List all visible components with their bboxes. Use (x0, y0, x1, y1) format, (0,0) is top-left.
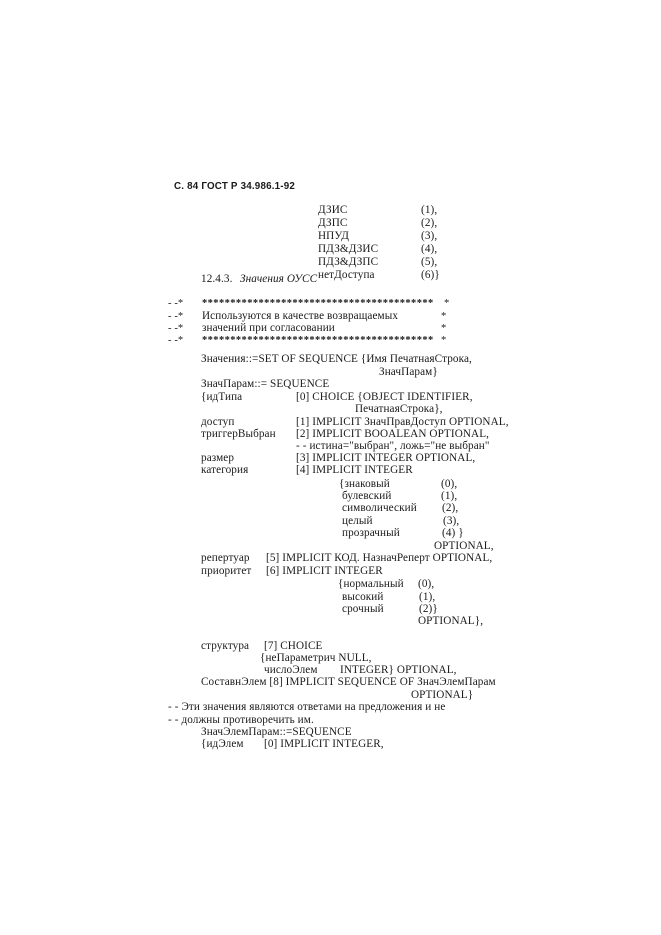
field-name: {идТипа (201, 391, 243, 403)
list-item-name: ДЗИС (318, 204, 348, 216)
list-item-name: символический (342, 502, 417, 514)
list-item-name: НПУД (318, 230, 349, 242)
field-definition: [7] CHOICE (264, 640, 323, 652)
field-name: размер (201, 452, 235, 464)
field-definition: [2] IMPLICIT BOOALEAN OPTIONAL, (296, 428, 490, 440)
code-line: СоставнЭлем [8] IMPLICIT SEQUENCE OF ЗначЭлемПарам (201, 676, 496, 688)
comment-marker: - -* (168, 323, 184, 334)
code-comment: - - должны противоречить им. (168, 714, 314, 726)
list-item-name: {нормальный (338, 578, 404, 590)
list-item-name: нетДоступа (318, 269, 375, 281)
list-item-number: (4) } (442, 527, 464, 539)
field-definition: [5] IMPLICIT КОД. НазначРеперт OPTIONAL, (266, 552, 493, 564)
list-item-number: (1), (441, 490, 458, 502)
list-item-number: (3), (421, 230, 438, 242)
field-name: категория (201, 464, 249, 476)
list-item-name: высокий (342, 591, 384, 603)
comment-marker: - -* (168, 335, 184, 346)
list-item-number: (1), (421, 204, 438, 216)
code-line: OPTIONAL} (411, 689, 474, 701)
comment-text: значений при согласовании (202, 322, 335, 334)
list-item-number: (4), (421, 243, 438, 255)
list-item-name: ДЗПС (318, 217, 348, 229)
code-comment: - - Эти значения являются ответами на предложения и не (168, 701, 446, 713)
field-definition: [3] IMPLICIT INTEGER OPTIONAL, (296, 452, 476, 464)
list-item-name: срочный (342, 603, 384, 615)
field-name: триггерВыбран (201, 428, 276, 440)
code-line: ЗначЭлемПарам::=SEQUENCE (201, 726, 352, 738)
code-line: OPTIONAL}, (418, 615, 484, 627)
list-item-name: {знаковый (339, 478, 390, 490)
field-definition: [0] IMPLICIT INTEGER, (264, 738, 384, 750)
list-item-number: (2), (421, 217, 438, 229)
field-definition: [4] IMPLICIT INTEGER (296, 464, 413, 476)
comment-marker: * (441, 323, 447, 334)
list-item-number: (2)} (419, 603, 438, 615)
list-item-name: ПДЗ&ДЗПС (318, 256, 379, 268)
list-item-number: (1), (419, 591, 436, 603)
field-name: репертуар (201, 552, 250, 564)
list-item-number: (3), (443, 515, 460, 527)
comment-marker: - -* (168, 311, 184, 322)
list-item-name: прозрачный (342, 527, 400, 539)
code-line: Значения::=SET OF SEQUENCE {Имя ПечатнаяСтрока, (201, 353, 472, 365)
comment-marker: * (441, 335, 447, 346)
code-line: {неПараметрич NULL, (260, 652, 372, 664)
comment-stars: ***************************************** (202, 298, 434, 309)
list-item-number: (5), (421, 256, 438, 268)
field-name: числоЭлем (264, 664, 318, 676)
list-item-number: (6)} (421, 269, 440, 281)
code-comment: - - истина="выбран", ложь="не выбран" (296, 440, 490, 452)
field-definition: INTEGER} OPTIONAL, (340, 664, 457, 676)
list-item-number: (0), (441, 478, 458, 490)
list-item-name: ПДЗ&ДЗИС (318, 243, 379, 255)
list-item-number: (2), (442, 502, 459, 514)
list-item-name: булевский (342, 490, 392, 502)
section-title: Значения ОУСС (240, 273, 318, 285)
comment-text: Используются в качестве возвращаемых (202, 310, 399, 322)
comment-marker: - -* (168, 298, 184, 309)
section-number: 12.4.3. (201, 273, 233, 285)
list-item-number: (0), (418, 578, 435, 590)
field-name: доступ (201, 416, 235, 428)
code-line: ПечатнаяСтрока}, (355, 403, 443, 415)
code-line: ЗначПарам::= SEQUENCE (201, 378, 330, 390)
field-name: {идЭлем (201, 738, 244, 750)
list-item-name: целый (342, 515, 373, 527)
field-name: приоритет (201, 565, 252, 577)
comment-marker: * (444, 298, 450, 309)
comment-marker: * (441, 311, 447, 322)
field-definition: [6] IMPLICIT INTEGER (266, 565, 383, 577)
field-definition: [1] IMPLICIT ЗначПравДоступ OPTIONAL, (296, 416, 509, 428)
page-header: С. 84 ГОСТ Р 34.986.1-92 (174, 181, 296, 192)
comment-stars: ***************************************** (202, 335, 434, 346)
field-definition: [0] CHOICE {OBJECT IDENTIFIER, (296, 391, 473, 403)
field-name: структура (201, 640, 250, 652)
code-line: ЗначПарам} (379, 366, 438, 378)
code-line: OPTIONAL, (434, 540, 494, 552)
